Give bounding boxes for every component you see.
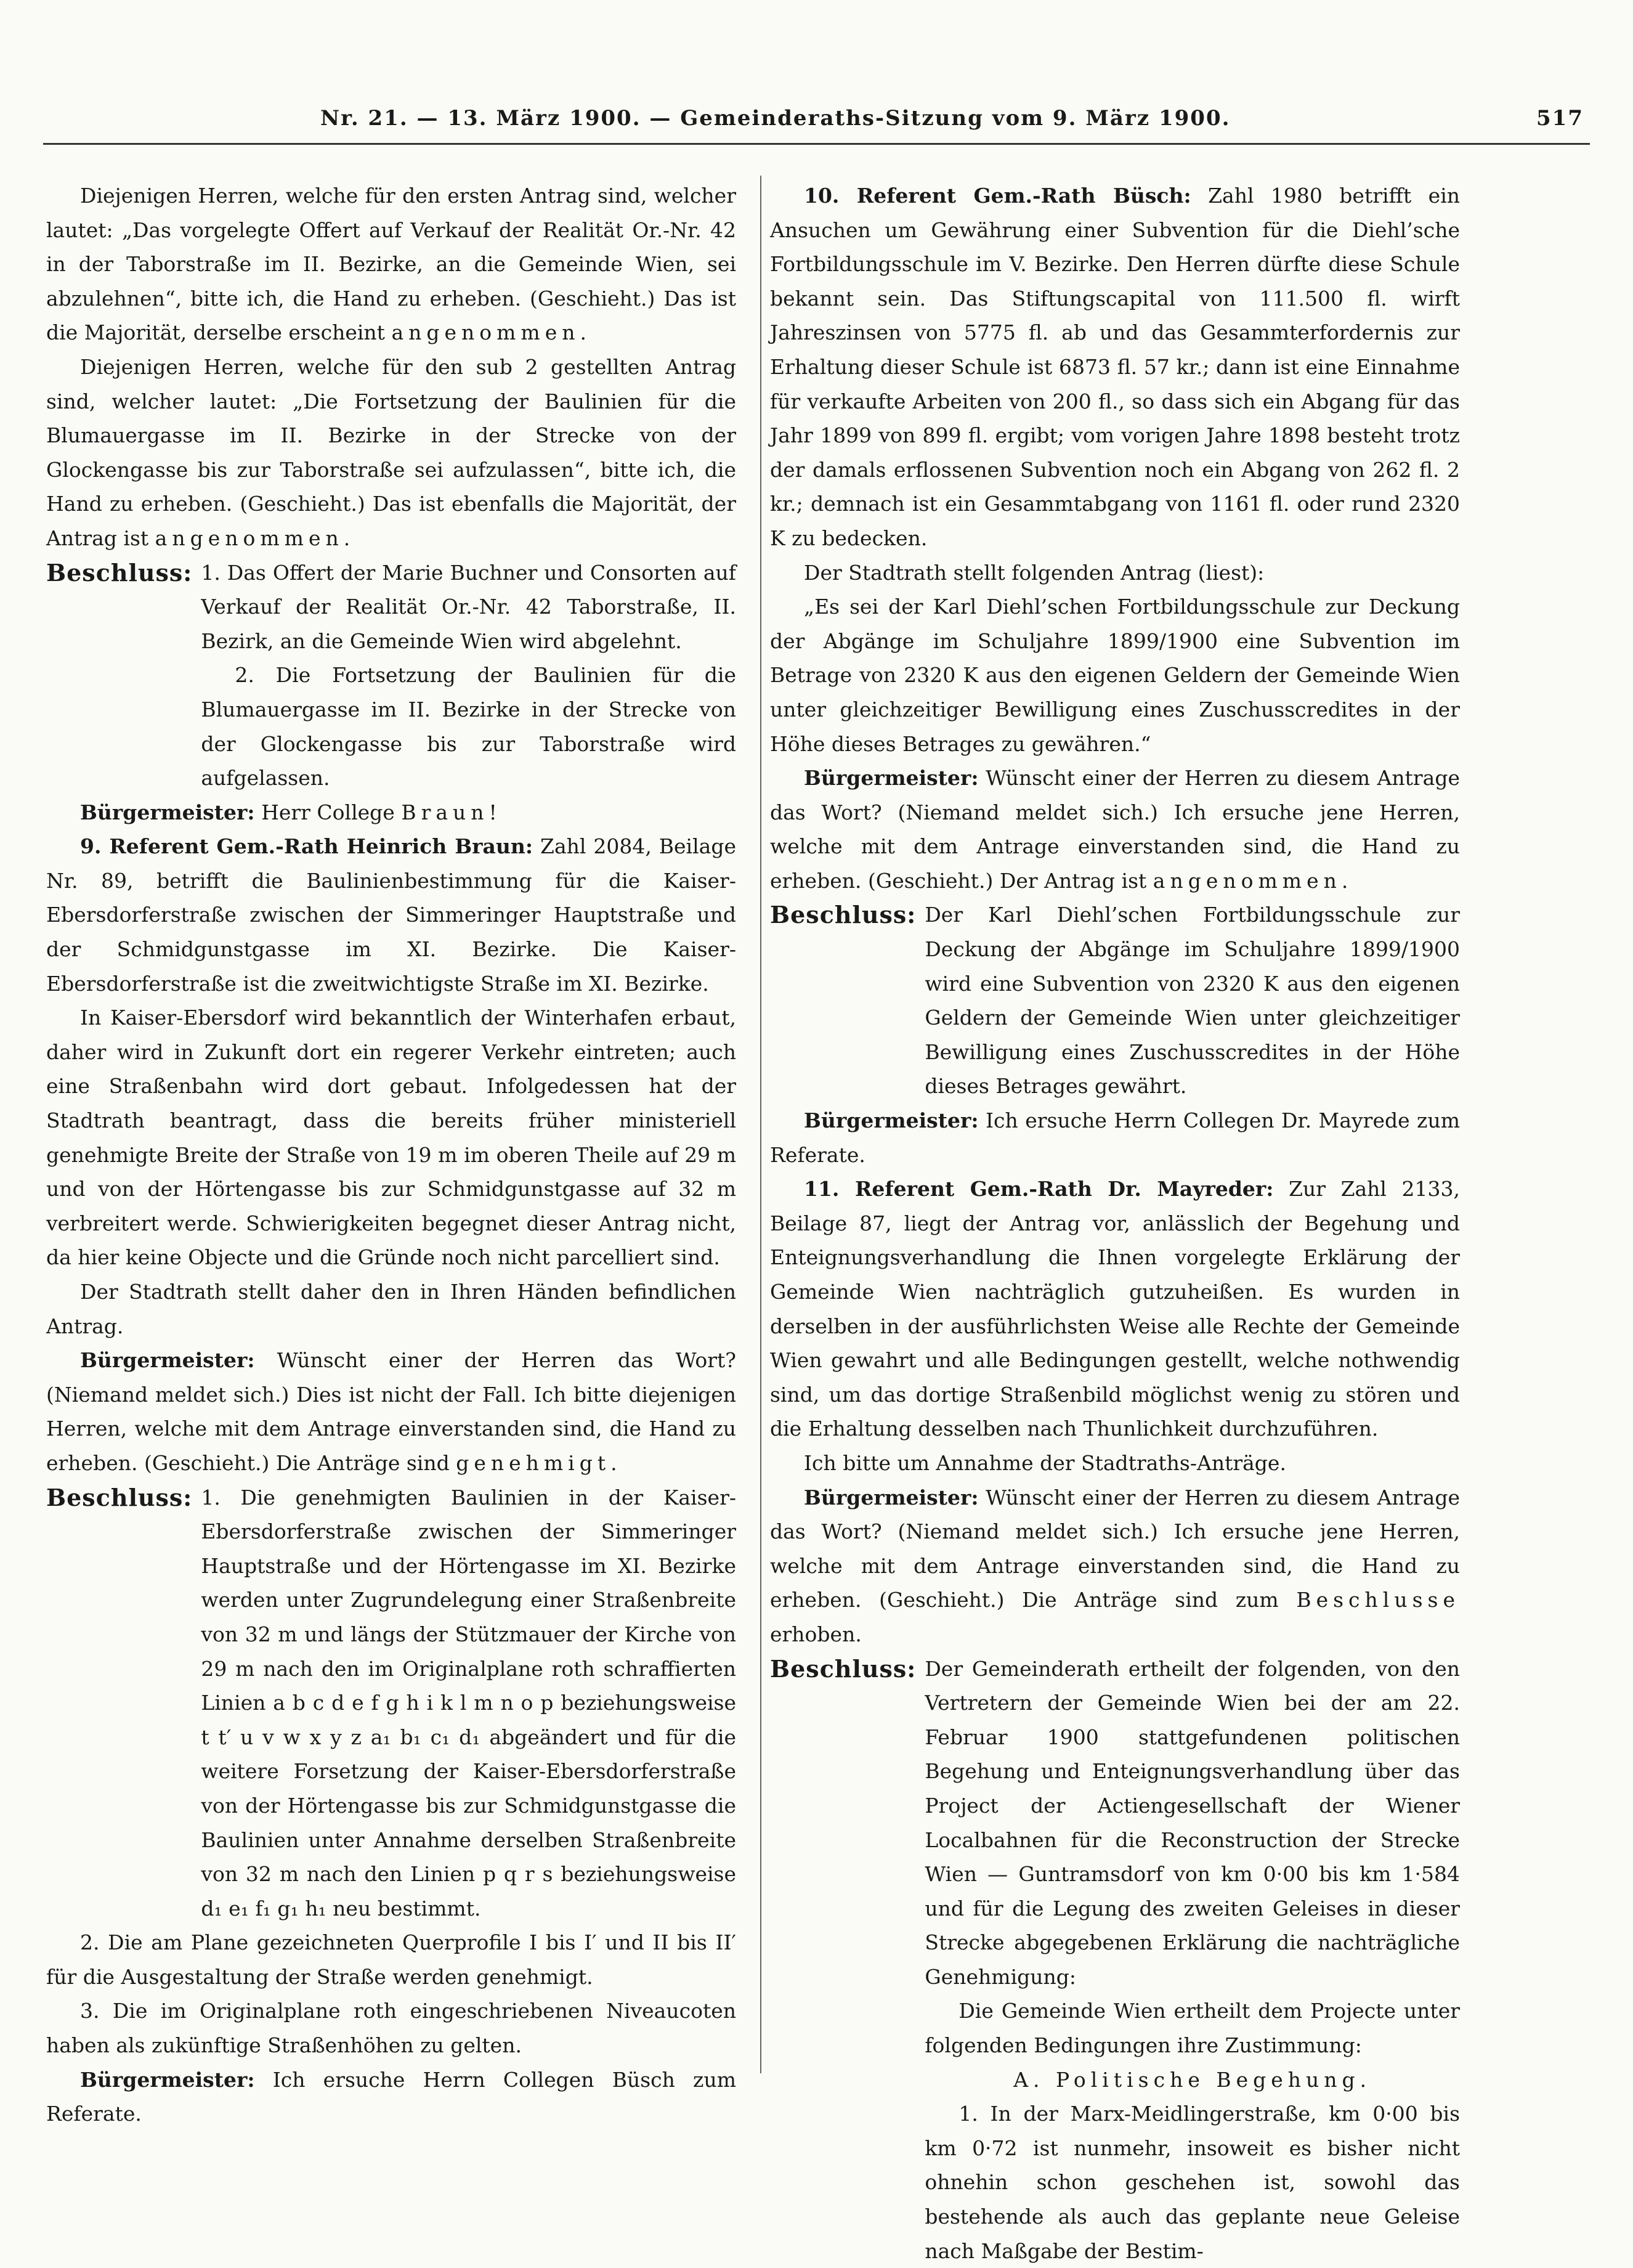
- speaker-paragraph: Bürgermeister: Wünscht einer der Herren zu diesem Antrage das Wort? (Niemand meldet sich.) Ich ersuche jene Herren, welche mit dem Antrage einverstanden sind, die Hand zu erheben. (Geschieht.) Der Antrag ist angenommen.: [770, 766, 1460, 893]
- speaker-paragraph: Bürgermeister: Wünscht einer der Herren das Wort? (Niemand meldet sich.) Dies ist nicht der Fall. Ich bitte diejenigen Herren, welche mit dem Antrage einverstanden sind, die Hand zu erheben. (Geschieht.) Die Anträge sind genehmigt.: [46, 1348, 736, 1475]
- resolution-text: Der Gemeinderath ertheilt der folgenden, von den Vertretern der Gemeinde Wien bei der am 22. Februar 1900 stattgefundenen politischen Begehung und Enteignungsverhandlung über das Project der Actiengesellschaft der Wiener Localbahnen für die Reconstruction der Strecke Wien — Guntramsdorf von km 0·00 bis km 1·584 und für die Legung des zweiten Geleises in dieser Strecke abgegebenen Erklärung die nachträgliche Genehmigung:: [925, 1656, 1460, 1989]
- paragraph: In Kaiser-Ebersdorf wird bekanntlich der Winterhafen erbaut, daher wird in Zukunft dort ein regerer Verkehr eintreten; auch eine Straßenbahn wird dort gebaut. Infolgedessen hat der Stadtrath beantragt, dass die bereits früher ministeriell genehmigte Breite der Straße von 19 m im oberen Theile auf 29 m und von der Hörtengasse bis zur Schmidgunstgasse auf 32 m verbreitert werde. Schwierigkeiten begegnet dieser Antrag nicht, da hier keine Objecte und die Gründe noch nicht parcelliert sind.: [46, 1006, 736, 1270]
- column-divider: [760, 176, 761, 2073]
- right-column: [770, 179, 1460, 2268]
- resolution-label: Beschluss:: [770, 1654, 917, 1683]
- speaker-paragraph: Bürgermeister: Herr College Braun!: [80, 800, 502, 824]
- resolution-text: 2. Die am Plane gezeichneten Querprofile I bis I′ und II bis II′ für die Ausgestaltung der Straße werden genehmigt.: [46, 1930, 736, 1989]
- resolution-text: Der Karl Diehl’schen Fortbildungsschule zur Deckung der Abgänge im Schuljahre 1899/1900 wird eine Subvention von 2320 K aus den eigenen Geldern der Gemeinde Wien unter gleichzeitiger Bewilligung eines Zuschusscredites in der Höhe dieses Betrages gewährt.: [925, 903, 1460, 1099]
- resolution: [46, 556, 736, 795]
- paragraph: Diejenigen Herren, welche für den sub 2 gestellten Antrag sind, welcher lautet: „Die Fortsetzung der Baulinien für die Blumauergasse im II. Bezirke in der Strecke von der Glockengasse bis zur Taborstraße sei aufzulassen“, bitte ich, die Hand zu erheben. (Geschieht.) Das ist ebenfalls die Majorität, der Antrag ist angenommen.: [46, 354, 736, 550]
- resolution-text: 2. Die Fortsetzung der Baulinien für die Blumauergasse im II. Bezirke in der Strecke von der Glockengasse bis zur Taborstraße wird aufgelassen.: [201, 663, 736, 791]
- resolution-text: Die Gemeinde Wien ertheilt dem Projecte unter folgenden Bedingungen ihre Zustimmung:: [925, 1999, 1460, 2058]
- agenda-item: 9. Referent Gem.-Rath Heinrich Braun: Zahl 2084, Beilage Nr. 89, betrifft die Baulinienbestimmung für die Kaiser-Ebersdorferstraße zwischen der Simmeringer Hauptstraße und der Schmidgunstgasse im XI. Bezirke. Die Kaiser-Ebersdorferstraße ist die zweitwichtigste Straße im XI. Bezirke.: [46, 834, 736, 996]
- left-column: [46, 179, 736, 2131]
- page-header: [43, 99, 1590, 142]
- resolution-text: 1. In der Marx-Meidlingerstraße, km 0·00 bis km 0·72 ist nunmehr, insoweit es bisher nicht ohnehin schon geschehen ist, sowohl das bestehende als auch das geplante neue Geleise nach Maßgabe der Bestim-: [925, 2102, 1460, 2263]
- agenda-item: 10. Referent Gem.-Rath Büsch: Zahl 1980 betrifft ein Ansuchen um Gewährung einer Subvention für die Diehl’sche Fortbildungsschule im V. Bezirke. Den Herren dürfte diese Schule bekannt sein. Das Stiftungscapital von 111.500 fl. wirft Jahreszinsen von 5775 fl. ab und das Gesammterfordernis zur Erhaltung dieser Schule ist 6873 fl. 57 kr.; dann ist eine Einnahme für verkaufte Arbeiten von 200 fl., so dass sich ein Abgang für das Jahr 1899 von 899 fl. ergibt; vom vorigen Jahre 1898 besteht trotz der damals erflossenen Subvention noch ein Abgang von 262 fl. 2 kr.; demnach ist ein Gesammtabgang von 1161 fl. oder rund 2320 K zu bedecken.: [770, 184, 1460, 550]
- quoted-motion: „Es sei der Karl Diehl’schen Fortbildungsschule zur Deckung der Abgänge im Schuljahre 1899/1900 eine Subvention im Betrage von 2320 K aus den eigenen Geldern der Gemeinde Wien unter gleichzeitiger Bewilligung eines Zuschusscredites in der Höhe dieses Betrages zu gewähren.“: [770, 595, 1460, 756]
- resolution-text: 1. Das Offert der Marie Buchner und Consorten auf Verkauf der Realität Or.-Nr. 42 Taborstraße, II. Bezirk, an die Gemeinde Wien wird abgelehnt.: [201, 560, 736, 653]
- paragraph: Der Stadtrath stellt folgenden Antrag (liest):: [804, 560, 1265, 585]
- resolution-label: Beschluss:: [770, 901, 917, 929]
- section-heading: A. Politische Begehung.: [1013, 2067, 1372, 2092]
- paragraph: Ich bitte um Annahme der Stadtraths-Anträge.: [804, 1450, 1286, 1475]
- header-rule: [43, 143, 1590, 145]
- resolution: [770, 1652, 1460, 2268]
- resolution-label: Beschluss:: [46, 558, 193, 587]
- speaker-paragraph: Bürgermeister: Ich ersuche Herrn Collegen Büsch zum Referate.: [46, 2067, 736, 2126]
- paragraph: Diejenigen Herren, welche für den ersten Antrag sind, welcher lautet: „Das vorgelegte Offert auf Verkauf der Realität Or.-Nr. 42 in der Taborstraße im II. Bezirke, an die Gemeinde Wien, sei abzulehnen“, bitte ich, die Hand zu erheben. (Geschieht.) Das ist die Majorität, derselbe erscheint angenommen.: [46, 184, 736, 345]
- header-title: Nr. 21. — 13. März 1900. — Gemeinderaths-Sitzung vom 9. März 1900.: [320, 106, 1231, 131]
- resolution-label: Beschluss:: [46, 1483, 193, 1511]
- resolution-text: 3. Die im Originalplane roth eingeschriebenen Niveaucoten haben als zukünftige Straßenhöhen zu gelten.: [46, 1999, 736, 2058]
- paragraph: Der Stadtrath stellt daher den in Ihren Händen befindlichen Antrag.: [46, 1280, 736, 1338]
- resolution: [46, 1481, 736, 1926]
- agenda-item: 11. Referent Gem.-Rath Dr. Mayreder: Zur Zahl 2133, Beilage 87, liegt der Antrag vor, anlässlich der Begehung und Enteignungsverhandlung die Ihnen vorgelegte Erklärung der Gemeinde Wien nachträglich gutzuheißen. Es wurden in derselben in der ausführlichsten Weise alle Rechte der Gemeinde Wien gewahrt und alle Bedingungen gestellt, welche nothwendig sind, um das dortige Straßenbild möglichst wenig zu stören und die Erhaltung desselben nach Thunlichkeit durchzuführen.: [770, 1177, 1461, 1441]
- page-number: 517: [1536, 106, 1584, 131]
- resolution-text: 1. Die genehmigten Baulinien in der Kaiser-Ebersdorferstraße zwischen der Simmeringer Hauptstraße und der Hörtengasse im XI. Bezirke werden unter Zugrundelegung einer Straßenbreite von 32 m und längs der Stützmauer der Kirche von 29 m nach den im Originalplane roth schraffierten Linien a b c d e f g h i k l m n o p beziehungsweise t t′ u v w x y z a₁ b₁ c₁ d₁ abgeändert und für die weitere Forsetzung der Kaiser-Ebersdorferstraße von der Hörtengasse bis zur Schmidgunstgasse die Baulinien unter Annahme derselben Straßenbreite von 32 m nach den Linien p q r s beziehungsweise d₁ e₁ f₁ g₁ h₁ neu bestimmt.: [201, 1485, 736, 1920]
- speaker-paragraph: Bürgermeister: Ich ersuche Herrn Collegen Dr. Mayrede zum Referate.: [770, 1108, 1460, 1167]
- resolution: [770, 898, 1460, 1104]
- speaker-paragraph: Bürgermeister: Wünscht einer der Herren zu diesem Antrage das Wort? (Niemand meldet sich.) Ich ersuche jene Herren, welche mit dem Antrage einverstanden sind, die Hand zu erheben. (Geschieht.) Die Anträge sind zum Beschlusse erhoben.: [770, 1485, 1460, 1646]
